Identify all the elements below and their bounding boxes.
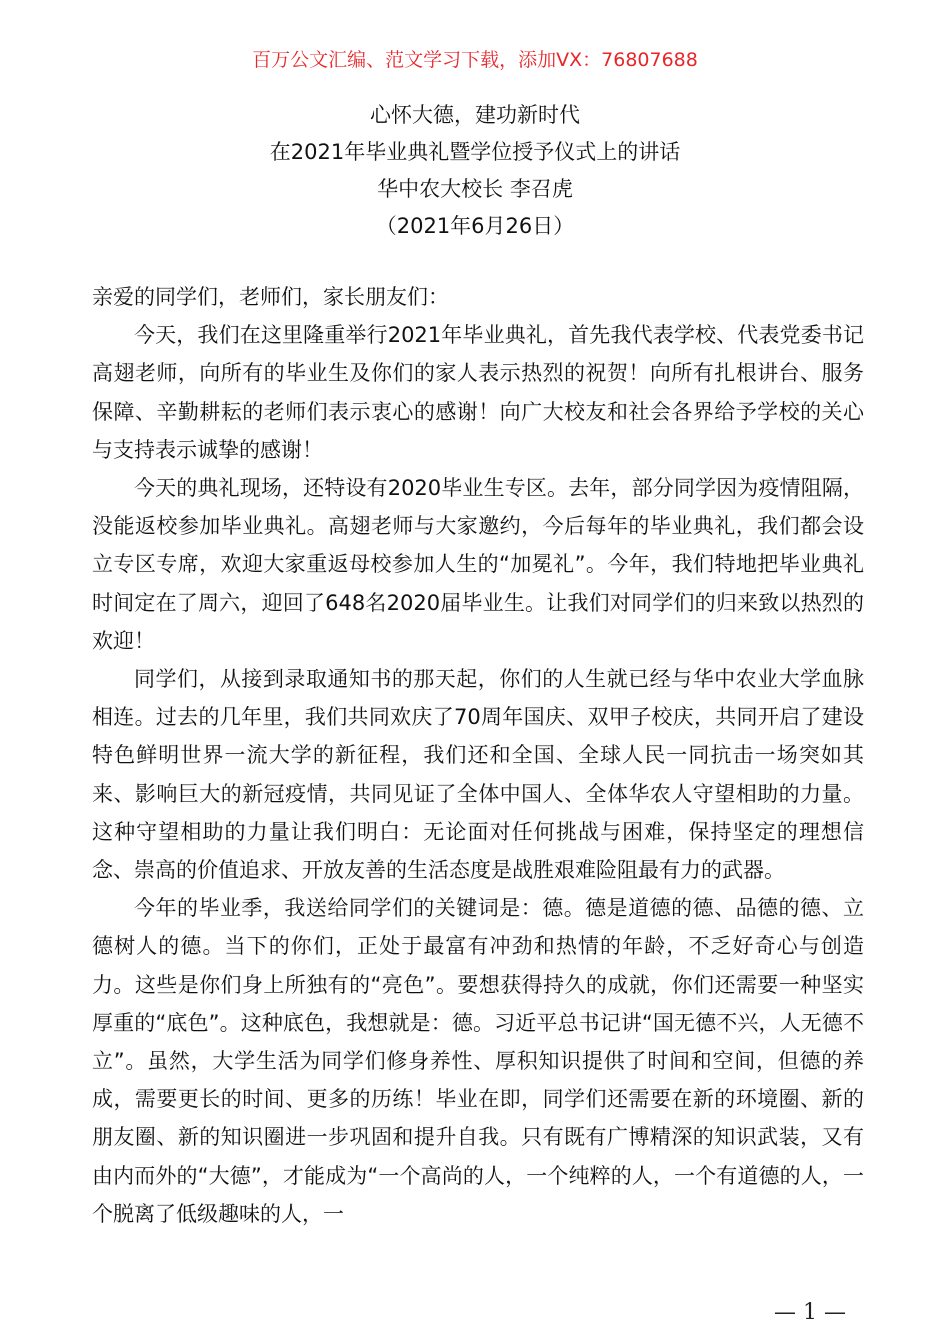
subtitle: 在2021年毕业典礼暨学位授予仪式上的讲话 — [269, 140, 681, 164]
header-note: 百万公文汇编、范文学习下载，添加VX：76807688 — [252, 49, 698, 71]
paragraph: 今天的典礼现场，还特设有2020毕业生专区。去年，部分同学因为疫情阻隔，没能返校参加毕业典礼。高翅老师与大家邀约，今后每年的毕业典礼，我们都会设立专区专席，欢迎大家重返母校参加人生的“加冕礼”。今年，我们特地把毕业典礼时间定在了周六，迎回了648名2020届毕业生。让我们对同学们的归来致以热烈的欢迎！ — [92, 476, 864, 653]
page-number: — 1 — — [774, 1300, 846, 1325]
title-block — [0, 97, 950, 245]
paragraph: 今年的毕业季，我送给同学们的关键词是：德。德是道德的德、品德的德、立德树人的德。当下的你们，正处于最富有冲劲和热情的年龄，不乏好奇心与创造力。这些是你们身上所独有的“亮色”。要想获得持久的成就，你们还需要一种坚实厚重的“底色”。这种底色，我想就是：德。习近平总书记讲“国无德不兴，人无德不立”。虽然，大学生活为同学们修身养性、厚积知识提供了时间和空间，但德的养成，需要更长的时间、更多的历练！毕业在即，同学们还需要在新的环境圈、新的朋友圈、新的知识圈进一步巩固和提升自我。只有既有广博精深的知识武装，又有由内而外的“大德”，才能成为“一个高尚的人，一个纯粹的人，一个有道德的人，一个脱离了低级趣味的人，一 — [92, 896, 864, 1226]
speech-body — [92, 278, 864, 1233]
salutation: 亲爱的同学们，老师们，家长朋友们： — [92, 285, 449, 309]
paragraph: 今天，我们在这里隆重举行2021年毕业典礼，首先我代表学校、代表党委书记高翅老师，向所有的毕业生及你们的家人表示热烈的祝贺！向所有扎根讲台、服务保障、辛勤耕耘的老师们表示衷心的感谢！向广大校友和社会各界给予学校的关心与支持表示诚挚的感谢！ — [92, 323, 864, 462]
speaker-line: 华中农大校长 李召虎 — [377, 177, 573, 201]
paragraph: 同学们，从接到录取通知书的那天起，你们的人生就已经与华中农业大学血脉相连。过去的几年里，我们共同欢庆了70周年国庆、双甲子校庆，共同开启了建设特色鲜明世界一流大学的新征程，我们还和全国、全球人民一同抗击一场突如其来、影响巨大的新冠疫情，共同见证了全体中国人、全体华农人守望相助的力量。这种守望相助的力量让我们明白：无论面对任何挑战与困难，保持坚定的理想信念、崇高的价值追求、开放友善的生活态度是战胜艰难险阻最有力的武器。 — [92, 667, 864, 883]
date-line: （2021年6月26日） — [375, 214, 575, 238]
main-title: 心怀大德，建功新时代 — [370, 103, 580, 127]
